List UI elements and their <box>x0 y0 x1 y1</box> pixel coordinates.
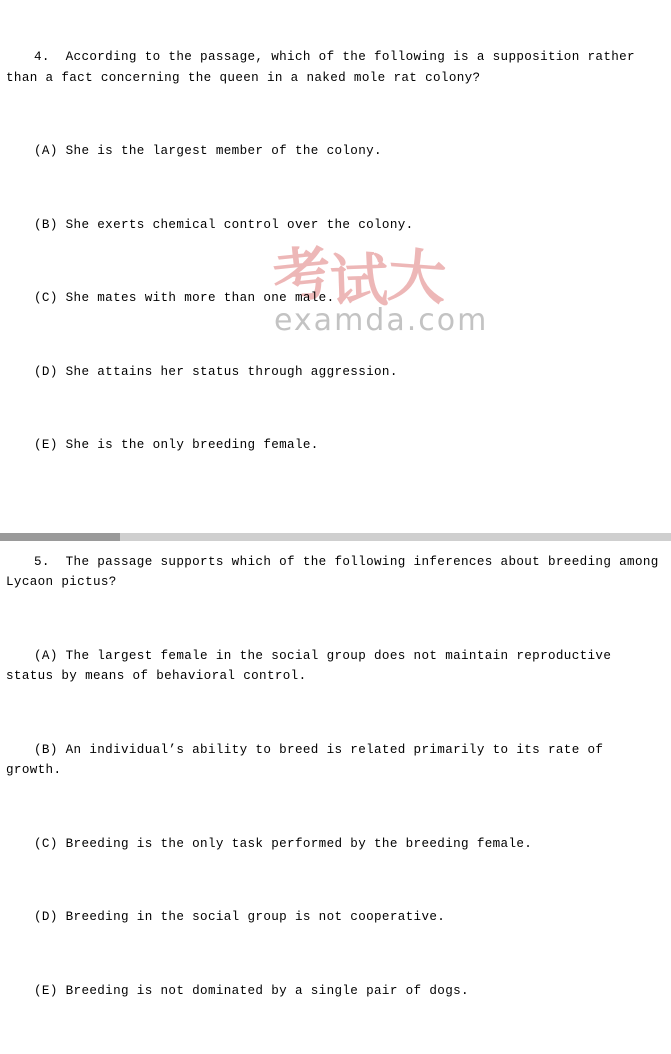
watermark-site-text: examda.com <box>274 303 488 338</box>
question-5-choice-a: (A) The largest female in the social group does not maintain reproductive status by means of behavioral control. <box>6 646 665 687</box>
question-4-choice-c: (C) She mates with more than one male. <box>6 288 665 309</box>
horizontal-scrollbar[interactable] <box>0 533 671 541</box>
question-4-choice-a: (A) She is the largest member of the colony. <box>6 141 665 162</box>
watermark-char-2: 试 <box>329 251 389 311</box>
question-4-choice-e: (E) She is the only breeding female. <box>6 435 665 456</box>
question-5-choice-e: (E) Breeding is not dominated by a single pair of dogs. <box>6 981 665 1002</box>
watermark-char-3: 大 <box>386 246 448 308</box>
question-5-choice-c: (C) Breeding is the only task performed by the breeding female. <box>6 834 665 855</box>
question-4-choice-d: (D) She attains her status through aggression. <box>6 362 665 383</box>
question-stem-5: 5. The passage supports which of the following inferences about breeding among Lycaon pictus? <box>6 552 665 593</box>
question-5-choice-b: (B) An individual’s ability to breed is related primarily to its rate of growth. <box>6 740 665 781</box>
question-4-choice-b: (B) She exerts chemical control over the colony. <box>6 215 665 236</box>
scrollbar-thumb[interactable] <box>0 533 120 541</box>
watermark-char-1: 考 <box>270 243 334 307</box>
question-group-5 <box>6 511 665 1054</box>
question-stem-4: 4. According to the passage, which of the following is a supposition rather than a fact concerning the queen in a naked mole rat colony? <box>6 47 665 88</box>
question-5-choice-d: (D) Breeding in the social group is not cooperative. <box>6 907 665 928</box>
question-group-4 <box>6 6 665 511</box>
